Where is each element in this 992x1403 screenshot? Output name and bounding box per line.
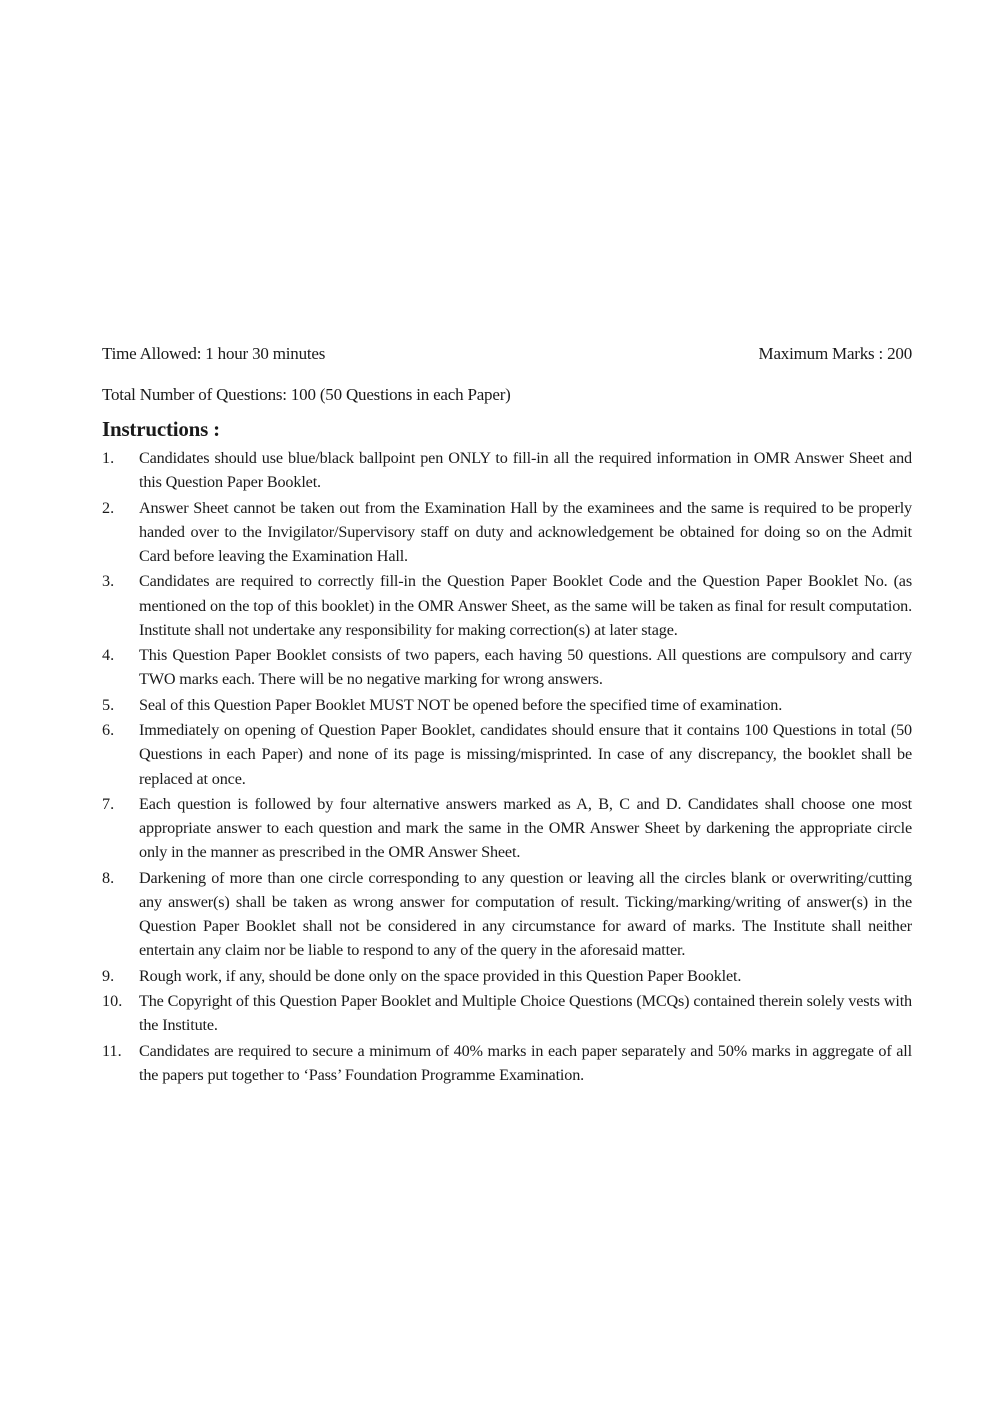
instruction-text: This Question Paper Booklet consists of two papers, each having 50 questions. All questions are compulsory and carry TWO marks each. There will be no negative marking for wrong answers.: [139, 646, 912, 689]
instruction-text: Rough work, if any, should be done only on the space provided in this Question Paper Booklet.: [139, 966, 742, 985]
instruction-number: 11.: [102, 1041, 122, 1060]
instruction-item-3: [102, 569, 912, 642]
instruction-text: Candidates should use blue/black ballpoint pen ONLY to fill-in all the required information in OMR Answer Sheet and this Question Paper Booklet.: [139, 449, 912, 492]
instruction-number: 2.: [102, 498, 115, 517]
instruction-item-9: [102, 964, 912, 988]
instruction-item-5: [102, 693, 912, 717]
instruction-number: 4.: [102, 646, 115, 665]
instruction-text: Candidates are required to correctly fill-in the Question Paper Booklet Code and the Question Paper Booklet No. (as mentioned on the top of this booklet) in the OMR Answer Sheet, as the same will be taken as final for result computation. Institute shall not undertake any responsibility for making correction(s) at later stage.: [139, 572, 912, 639]
instruction-number: 8.: [102, 868, 115, 887]
instruction-item-8: [102, 866, 912, 963]
total-questions: Total Number of Questions: 100 (50 Questions in each Paper): [102, 385, 511, 404]
instruction-item-2: [102, 496, 912, 569]
instruction-text: The Copyright of this Question Paper Booklet and Multiple Choice Questions (MCQs) contained therein solely vests with the Institute.: [139, 992, 912, 1035]
maximum-marks: Maximum Marks : 200: [758, 344, 912, 363]
instruction-item-10: [102, 989, 912, 1037]
instruction-number: 9.: [102, 966, 115, 985]
instruction-item-6: [102, 718, 912, 791]
instruction-number: 3.: [102, 572, 115, 591]
instruction-number: 10.: [102, 992, 123, 1011]
instruction-number: 5.: [102, 695, 115, 714]
instruction-item-11: [102, 1039, 912, 1087]
time-allowed: Time Allowed: 1 hour 30 minutes: [102, 344, 326, 363]
instructions-heading: Instructions :: [102, 417, 220, 441]
instruction-text: Candidates are required to secure a minimum of 40% marks in each paper separately and 50% marks in aggregate of all the papers put together to ‘Pass’ Foundation Programme Examination.: [139, 1041, 912, 1084]
instruction-text: Answer Sheet cannot be taken out from the Examination Hall by the examinees and the same is required to be properly handed over to the Invigilator/Supervisory staff on duty and acknowledgement be obtained for doing so on the Admit Card before leaving the Examination Hall.: [139, 498, 912, 565]
exam-meta-row: [102, 343, 912, 365]
instruction-number: 1.: [102, 449, 115, 467]
instruction-item-1: [102, 446, 912, 494]
instruction-item-7: [102, 792, 912, 865]
instruction-number: 7.: [102, 794, 115, 813]
instruction-text: Immediately on opening of Question Paper Booklet, candidates should ensure that it contains 100 Questions in total (50 Questions in each Paper) and none of its page is missing/misprinted. In case of any discrepancy, the booklet shall be replaced at once.: [139, 721, 912, 788]
instruction-text: Each question is followed by four alternative answers marked as A, B, C and D. Candidates shall choose one most appropriate answer to each question and mark the same in the OMR Answer Sheet by darkening the appropriate circle only in the manner as prescribed in the OMR Answer Sheet.: [139, 794, 912, 862]
instruction-text: Seal of this Question Paper Booklet MUST NOT be opened before the specified time of examination.: [139, 695, 783, 714]
instruction-text: Darkening of more than one circle corresponding to any question or leaving all the circles blank or overwriting/cutting any answer(s) shall be taken as wrong answer for computation of result. Ticking/marking/writing of answer(s) in the Question Paper Booklet shall not be considered in any circumstance for award of marks. The Institute shall neither entertain any claim nor be liable to respond to any of the query in the aforesaid matter.: [139, 868, 912, 960]
instructions-list: [102, 446, 912, 1088]
instruction-item-4: [102, 643, 912, 691]
instruction-number: 6.: [102, 721, 115, 740]
